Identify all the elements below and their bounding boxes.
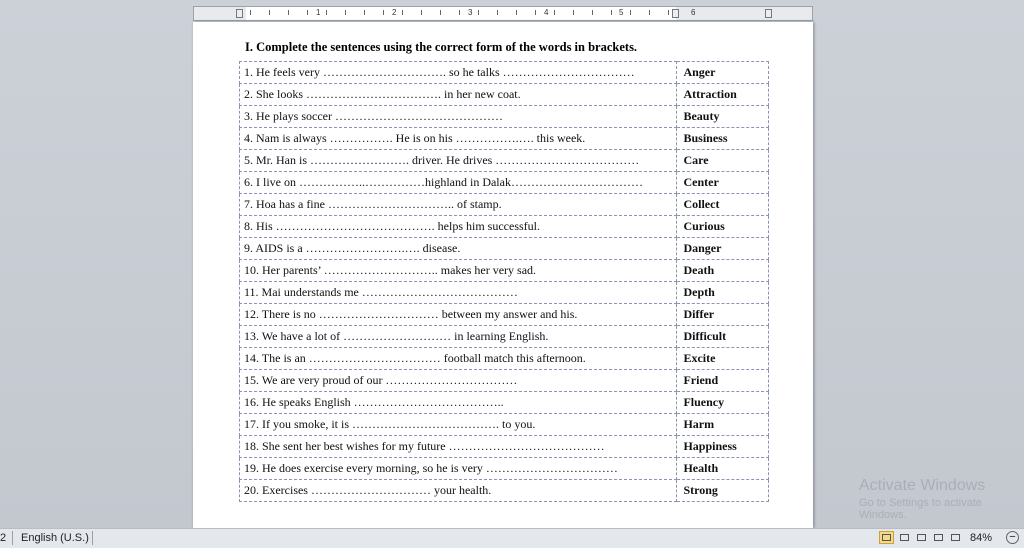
page-number[interactable]: 2 [0, 532, 7, 544]
word-cell[interactable]: Differ [677, 304, 769, 326]
ruler-number: 1 [316, 8, 321, 17]
sentence-cell[interactable]: 1. He feels very …………………………. so he talks …………………………… [240, 62, 677, 84]
word-cell[interactable]: Anger [677, 62, 769, 84]
status-divider [92, 531, 93, 545]
sentence-cell[interactable]: 2. She looks ……………………………. in her new coat. [240, 84, 677, 106]
ruler-tick [326, 10, 327, 15]
word-cell[interactable]: Curious [677, 216, 769, 238]
sentence-cell[interactable]: 19. He does exercise every morning, so he is very …………………………… [240, 458, 677, 480]
word-cell[interactable]: Depth [677, 282, 769, 304]
sentence-cell[interactable]: 8. His …………………………………. helps him successful. [240, 216, 677, 238]
outline-icon [934, 534, 943, 541]
print-layout-icon [882, 534, 891, 541]
outline-button[interactable] [931, 531, 946, 544]
word-cell[interactable]: Center [677, 172, 769, 194]
left-indent-marker[interactable] [236, 9, 243, 18]
table-row [240, 238, 769, 260]
ruler-tick [383, 10, 384, 15]
ruler-tick [592, 10, 593, 15]
table-row [240, 216, 769, 238]
web-layout-button[interactable] [914, 531, 929, 544]
ruler-tick [497, 10, 498, 15]
ruler-tick [402, 10, 403, 15]
sentence-cell[interactable]: 5. Mr. Han is ……………………. driver. He drives ……………………………… [240, 150, 677, 172]
ruler-tick [345, 10, 346, 15]
word-cell[interactable]: Health [677, 458, 769, 480]
watermark-title: Activate Windows [859, 477, 986, 494]
activate-windows-watermark [859, 477, 1024, 521]
status-bar [0, 528, 1024, 548]
word-cell[interactable]: Beauty [677, 106, 769, 128]
sentence-cell[interactable]: 16. He speaks English ……………………………….. [240, 392, 677, 414]
table-row [240, 392, 769, 414]
word-cell[interactable]: Harm [677, 414, 769, 436]
ruler-number: 6 [691, 8, 696, 17]
draft-button[interactable] [948, 531, 963, 544]
sentence-cell[interactable]: 18. She sent her best wishes for my future ………………………………… [240, 436, 677, 458]
right-indent-marker[interactable] [765, 9, 772, 18]
table-row [240, 172, 769, 194]
sentence-cell[interactable]: 13. We have a lot of ……………………… in learning English. [240, 326, 677, 348]
table-row [240, 62, 769, 84]
ruler-number: 3 [468, 8, 473, 17]
ruler-tick [478, 10, 479, 15]
ruler-tick [440, 10, 441, 15]
sentence-cell[interactable]: 4. Nam is always ……………. He is on his …………….…. this week. [240, 128, 677, 150]
ruler-tick [269, 10, 270, 15]
word-cell[interactable]: Death [677, 260, 769, 282]
sentence-cell[interactable]: 14. The is an …………………………… football match this afternoon. [240, 348, 677, 370]
table-row [240, 480, 769, 502]
column-marker[interactable] [672, 9, 679, 18]
word-cell[interactable]: Happiness [677, 436, 769, 458]
ruler-tick [573, 10, 574, 15]
draft-icon [951, 534, 960, 541]
sentence-cell[interactable]: 15. We are very proud of our …………………………… [240, 370, 677, 392]
word-cell[interactable]: Friend [677, 370, 769, 392]
table-row [240, 304, 769, 326]
ruler-tick [554, 10, 555, 15]
table-row [240, 348, 769, 370]
zoom-out-button[interactable]: − [1006, 531, 1019, 544]
table-row [240, 106, 769, 128]
horizontal-ruler[interactable] [193, 6, 813, 21]
print-layout-button[interactable] [879, 531, 894, 544]
exercise-heading: I. Complete the sentences using the correct form of the words in brackets. [245, 40, 638, 54]
ruler-tick [649, 10, 650, 15]
ruler-tick [630, 10, 631, 15]
word-cell[interactable]: Collect [677, 194, 769, 216]
table-row [240, 458, 769, 480]
ruler-number: 4 [544, 8, 549, 17]
ruler-tick [535, 10, 536, 15]
table-row [240, 436, 769, 458]
sentence-cell[interactable]: 12. There is no ………………………… between my answer and his. [240, 304, 677, 326]
ruler-tick [364, 10, 365, 15]
word-cell[interactable]: Business [677, 128, 769, 150]
table-row [240, 260, 769, 282]
table-row [240, 84, 769, 106]
watermark-subtitle: Go to Settings to activate Windows. [859, 497, 982, 521]
ruler-tick [516, 10, 517, 15]
document-page[interactable] [193, 22, 813, 528]
sentence-cell[interactable]: 10. Her parents’ ……………………….. makes her very sad. [240, 260, 677, 282]
word-cell[interactable]: Difficult [677, 326, 769, 348]
word-cell[interactable]: Strong [677, 480, 769, 502]
book-icon [900, 534, 909, 541]
exercise-table[interactable] [239, 61, 769, 502]
ruler-tick [459, 10, 460, 15]
word-cell[interactable]: Care [677, 150, 769, 172]
ruler-tick [611, 10, 612, 15]
word-cell[interactable]: Danger [677, 238, 769, 260]
table-row [240, 128, 769, 150]
ruler-tick [307, 10, 308, 15]
table-row [240, 194, 769, 216]
table-row [240, 282, 769, 304]
table-row [240, 414, 769, 436]
table-row [240, 370, 769, 392]
ruler-tick [668, 10, 669, 15]
sentence-cell[interactable]: 6. I live on ……………..……………highland in Dalak…………………………… [240, 172, 677, 194]
ruler-margin-right [676, 7, 812, 20]
word-cell[interactable]: Attraction [677, 84, 769, 106]
sentence-cell[interactable]: 17. If you smoke, it is ………………………………. to you. [240, 414, 677, 436]
sentence-cell[interactable]: 3. He plays soccer …………………………………… [240, 106, 677, 128]
language-indicator[interactable]: English (U.S.) [21, 532, 89, 544]
ruler-number: 5 [619, 8, 624, 17]
table-row [240, 326, 769, 348]
ruler-number: 2 [392, 8, 397, 17]
sentence-cell[interactable]: 11. Mai understands me ………………………………… [240, 282, 677, 304]
word-cell[interactable]: Fluency [677, 392, 769, 414]
ruler-tick [421, 10, 422, 15]
sentence-cell[interactable]: 9. AIDS is a …………………….…. disease. [240, 238, 677, 260]
sentence-cell[interactable]: 20. Exercises ………………………… your health. [240, 480, 677, 502]
sentence-cell[interactable]: 7. Hoa has a fine ………………………….. of stamp. [240, 194, 677, 216]
ruler-tick [288, 10, 289, 15]
full-screen-reading-button[interactable] [897, 531, 912, 544]
word-cell[interactable]: Excite [677, 348, 769, 370]
table-row [240, 150, 769, 172]
ruler-tick [250, 10, 251, 15]
web-layout-icon [917, 534, 926, 541]
zoom-level[interactable]: 84% [970, 532, 993, 544]
status-divider [12, 531, 13, 545]
